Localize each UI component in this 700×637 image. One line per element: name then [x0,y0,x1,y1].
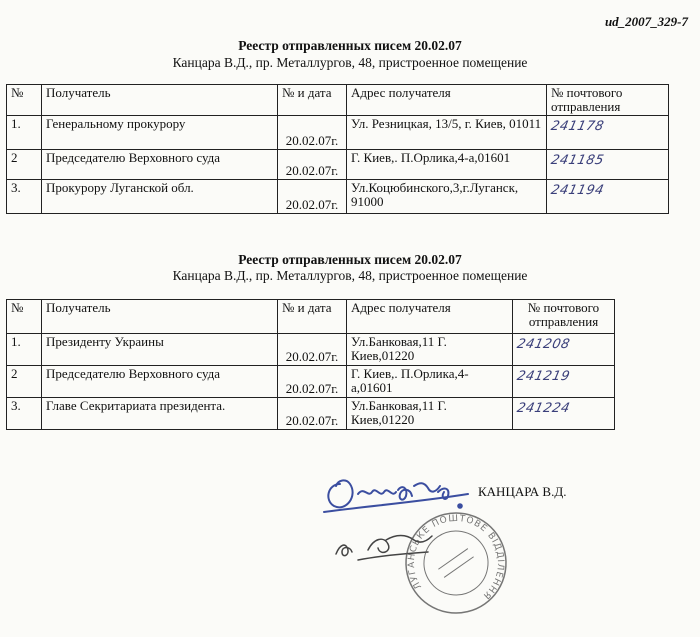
register-1-subtitle: Канцара В.Д., пр. Металлургов, 48, пристроенное помещение [172,55,528,70]
row-date: 20.02.07г. [278,116,347,150]
row-date: 20.02.07г. [278,150,347,180]
table-row [7,366,615,398]
register-1-table [6,84,669,214]
svg-text:ЛУГАНСЬКЕ ПОШТОВЕ ВІДДІЛЕННЯ [402,508,510,618]
document-id: ud_2007_329-7 [604,14,688,29]
row-num: 2 [7,150,42,180]
header-address: Адрес получателя [347,300,513,334]
row-num: 3. [7,180,42,214]
row-address: Ул.Банковая,11 Г. Киев,01220 [347,334,513,366]
register-2-table [6,299,615,430]
header-recipient: Получатель [42,300,278,334]
handwritten-post-number: 241224 [515,401,572,416]
row-recipient: Президенту Украины [42,334,278,366]
handwritten-post-number: 241219 [515,369,572,384]
header-num: № [7,300,42,334]
row-address: Г. Киев,. П.Орлика,4-а,01601 [347,150,547,180]
row-recipient: Главе Секритариата президента. [42,398,278,430]
row-post [513,334,615,366]
row-address: Ул.Банковая,11 Г. Киев,01220 [347,398,513,430]
header-date: № и дата [278,300,347,334]
row-recipient: Председателю Верховного суда [42,366,278,398]
row-post [513,366,615,398]
row-post [513,398,615,430]
row-date: 20.02.07г. [278,398,347,430]
handwritten-post-number: 241185 [549,153,606,168]
table-row [7,180,669,214]
row-address: Г. Киев,. П.Орлика,4-а,01601 [347,366,513,398]
row-recipient: Генеральному прокурору [42,116,278,150]
row-date: 20.02.07г. [278,366,347,398]
row-address: Ул.Коцюбинского,3,г.Луганск, 91000 [347,180,547,214]
row-post [547,180,669,214]
row-date: 20.02.07г. [278,334,347,366]
handwritten-post-number: 241178 [549,119,606,134]
row-recipient: Прокурору Луганской обл. [42,180,278,214]
register-2-subtitle: Канцара В.Д., пр. Металлургов, 48, пристроенное помещение [172,268,528,283]
row-num: 3. [7,398,42,430]
table-row [7,116,669,150]
table-row [7,398,615,430]
table-row [7,150,669,180]
table-header-row [7,85,669,116]
header-post: № почтового отправления [513,300,615,334]
row-num: 2 [7,366,42,398]
header-address: Адрес получателя [347,85,547,116]
signatory-name: КАНЦАРА В.Д. [478,484,567,499]
register-2-title: Реестр отправленных писем 20.02.07 [238,252,462,267]
header-post: № почтового отправления [547,85,669,116]
row-post [547,116,669,150]
header-date: № и дата [278,85,347,116]
header-recipient: Получатель [42,85,278,116]
row-date: 20.02.07г. [278,180,347,214]
postal-stamp [402,508,510,618]
row-num: 1. [7,334,42,366]
table-row [7,334,615,366]
handwritten-post-number: 241194 [549,183,606,198]
header-num: № [7,85,42,116]
handwritten-post-number: 241208 [515,337,572,352]
row-num: 1. [7,116,42,150]
row-recipient: Председателю Верховного суда [42,150,278,180]
row-address: Ул. Резницкая, 13/5, г. Киев, 01011 [347,116,547,150]
stamp-text: ЛУГАНСЬКЕ ПОШТОВЕ ВІДДІЛЕННЯ [406,513,506,601]
register-1-title: Реестр отправленных писем 20.02.07 [238,38,462,53]
table-header-row [7,300,615,334]
row-post [547,150,669,180]
